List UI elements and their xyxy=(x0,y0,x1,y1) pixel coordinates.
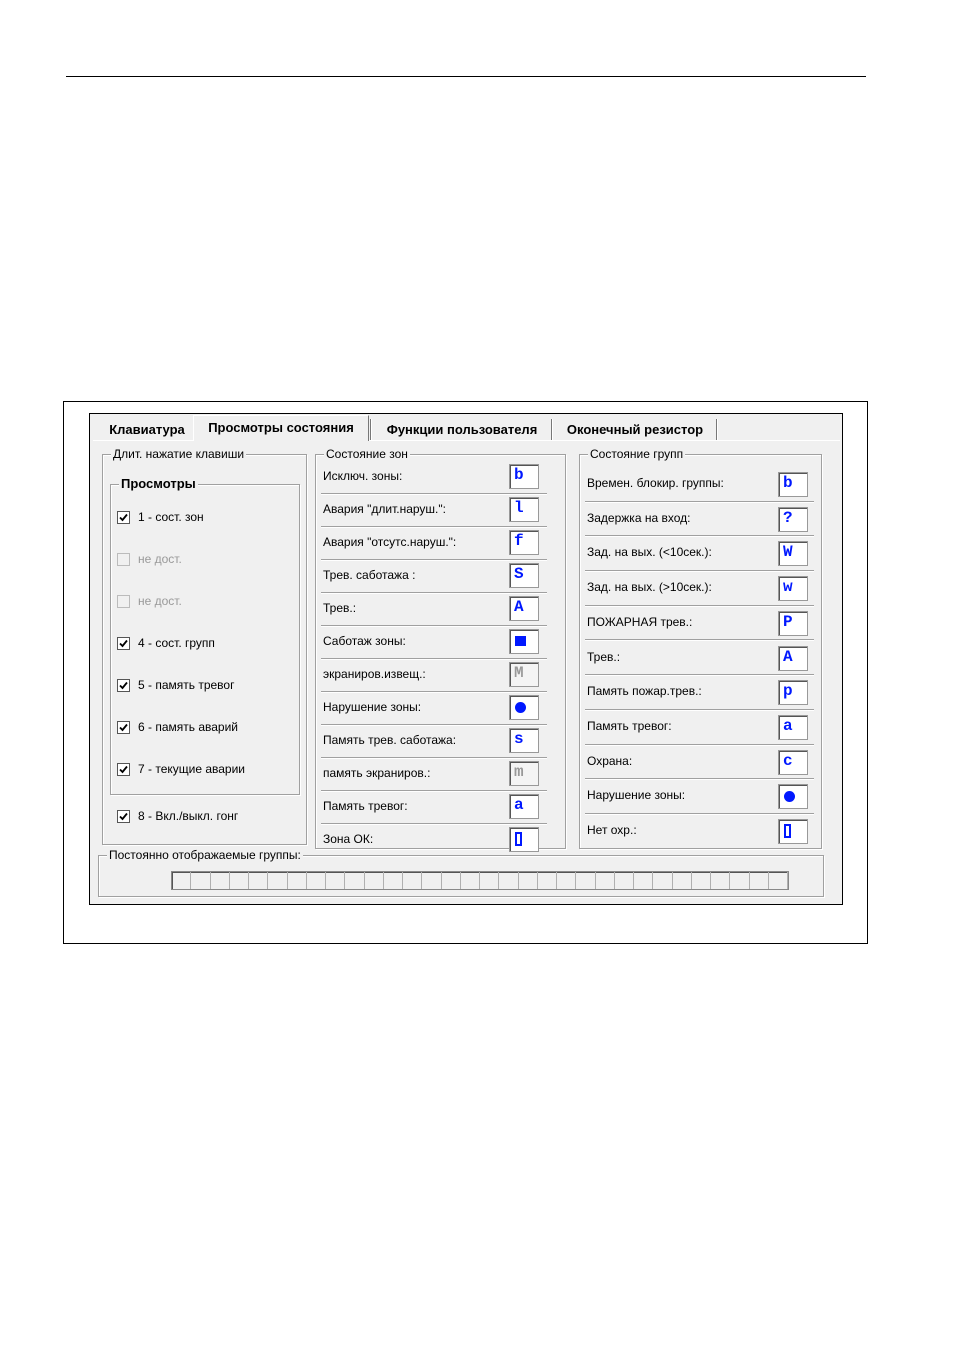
group-cell[interactable] xyxy=(480,872,499,889)
view-option-label: 7 - текущие аварии xyxy=(138,762,246,776)
symbol-row xyxy=(585,467,814,502)
symbol-char: a xyxy=(783,716,793,735)
symbol-char: f xyxy=(514,532,524,550)
symbol-row-label: Времен. блокир. группы: xyxy=(587,476,724,490)
symbol-char: s xyxy=(514,730,524,748)
symbol-row-label: Память трев. саботажа: xyxy=(323,733,457,747)
group-cell[interactable] xyxy=(499,872,518,889)
symbol-row-label: Память тревог: xyxy=(587,718,672,733)
group-cell[interactable] xyxy=(249,872,268,889)
symbol-row xyxy=(321,791,547,824)
circle-symbol-icon xyxy=(515,702,526,713)
symbol-row-label: Память тревог: xyxy=(323,799,408,813)
rect-symbol-icon xyxy=(515,832,522,846)
rect-symbol-icon xyxy=(784,824,791,838)
view-option[interactable] xyxy=(117,635,215,651)
tab-status-views[interactable]: Просмотры состояния xyxy=(193,415,369,441)
symbol-row-label: Память пожар.трев.: xyxy=(587,684,702,699)
symbol-char: b xyxy=(514,466,524,484)
symbol-char: S xyxy=(514,565,524,583)
symbol-picker[interactable] xyxy=(778,507,808,532)
tab-user-functions[interactable]: Функции пользователя xyxy=(386,422,538,437)
view-option-checkbox[interactable] xyxy=(117,511,130,524)
symbol-picker[interactable] xyxy=(778,472,808,497)
symbol-row xyxy=(585,641,814,676)
symbol-row-label: Авария "длит.наруш.": xyxy=(323,502,446,516)
view-option xyxy=(117,551,182,567)
page-top-rule xyxy=(66,76,866,77)
symbol-char: p xyxy=(783,682,793,701)
permanent-groups-title: Постоянно отображаемые группы: xyxy=(109,848,301,862)
symbol-picker[interactable] xyxy=(778,819,808,844)
check-icon xyxy=(118,512,129,523)
view-option xyxy=(117,593,182,609)
symbol-char: W xyxy=(783,543,793,562)
zone-state-group xyxy=(315,447,566,849)
view-option-label: не дост. xyxy=(138,552,182,566)
circle-symbol-icon xyxy=(784,791,795,802)
check-icon xyxy=(118,722,129,733)
group-cell[interactable] xyxy=(191,872,210,889)
symbol-row-label: память экраниров.: xyxy=(323,766,431,780)
check-icon xyxy=(118,764,129,775)
view-option-checkbox[interactable] xyxy=(117,637,130,650)
group-cell[interactable] xyxy=(750,872,769,889)
symbol-char: M xyxy=(514,664,524,682)
symbol-char: l xyxy=(514,499,524,517)
symbol-row xyxy=(321,824,547,857)
view-option-checkbox[interactable] xyxy=(117,721,130,734)
symbol-row xyxy=(585,814,814,849)
view-option[interactable] xyxy=(117,677,234,693)
symbol-picker[interactable] xyxy=(778,646,808,671)
symbol-row-label: Зад. на вых. (>10сек.): xyxy=(587,580,712,595)
group-cell[interactable] xyxy=(615,872,634,889)
symbol-picker[interactable] xyxy=(509,794,539,819)
view-option-checkbox[interactable] xyxy=(117,763,130,776)
group-cell[interactable] xyxy=(326,872,345,889)
symbol-picker[interactable] xyxy=(778,576,808,601)
symbol-row-label: Зона ОК: xyxy=(323,832,374,846)
symbol-picker[interactable] xyxy=(509,596,539,621)
symbol-row xyxy=(321,659,547,692)
symbol-char: w xyxy=(783,578,793,597)
group-state-group xyxy=(579,447,822,849)
symbol-row xyxy=(585,675,814,710)
symbol-row-label: Саботаж зоны: xyxy=(323,634,406,648)
view-option-label: 5 - память тревог xyxy=(138,678,235,692)
symbol-row-label: Нарушение зоны: xyxy=(587,788,686,803)
group-cell[interactable] xyxy=(557,872,576,889)
check-icon xyxy=(118,811,129,822)
symbol-char: A xyxy=(783,647,793,666)
group-cell[interactable] xyxy=(576,872,595,889)
symbol-char: A xyxy=(514,598,524,616)
group-cell[interactable] xyxy=(634,872,653,889)
group-cell[interactable] xyxy=(442,872,461,889)
symbol-row-label: Авария "отсутс.наруш.": xyxy=(323,535,457,549)
symbol-picker[interactable] xyxy=(509,662,539,687)
group-cell[interactable] xyxy=(345,872,364,889)
tab-separator xyxy=(370,419,372,440)
symbol-row xyxy=(321,758,547,791)
group-cell[interactable] xyxy=(692,872,711,889)
symbol-row xyxy=(585,571,814,606)
view-option-label: не дост. xyxy=(138,594,182,608)
symbol-row-label: Трев.: xyxy=(323,601,357,615)
symbol-char: c xyxy=(783,751,793,770)
group-cell[interactable] xyxy=(230,872,249,889)
symbol-picker[interactable] xyxy=(509,563,539,588)
group-cell[interactable] xyxy=(422,872,441,889)
view-option[interactable] xyxy=(117,719,238,735)
symbol-picker[interactable] xyxy=(509,530,539,555)
group-cell[interactable] xyxy=(211,872,230,889)
settings-window xyxy=(89,413,843,905)
symbol-row xyxy=(321,725,547,758)
symbol-picker[interactable] xyxy=(778,715,808,740)
group-cell[interactable] xyxy=(711,872,730,889)
chime-toggle[interactable] xyxy=(117,808,238,824)
symbol-row xyxy=(585,536,814,571)
symbol-row-label: ПОЖАРНАЯ трев.: xyxy=(587,614,693,629)
symbol-row xyxy=(585,779,814,814)
symbol-row-label: Трев. саботажа : xyxy=(323,568,416,582)
group-cell[interactable] xyxy=(172,872,191,889)
group-cell[interactable] xyxy=(461,872,480,889)
group-cell[interactable] xyxy=(538,872,557,889)
symbol-row-label: Охрана: xyxy=(587,753,633,768)
group-cell[interactable] xyxy=(307,872,326,889)
tab-end-resistor[interactable]: Оконечный резистор xyxy=(566,422,704,437)
symbol-row xyxy=(585,606,814,641)
symbol-row xyxy=(321,527,547,560)
long-press-title: Длит. нажатие клавиши xyxy=(113,447,245,461)
symbol-picker[interactable] xyxy=(509,464,539,489)
group-cell[interactable] xyxy=(403,872,422,889)
zone-state-title: Состояние зон xyxy=(326,447,408,461)
group-cell[interactable] xyxy=(769,872,788,889)
view-option-checkbox xyxy=(117,595,130,608)
symbol-row-label: Задержка на вход: xyxy=(587,510,691,525)
symbol-picker[interactable] xyxy=(509,761,539,786)
symbol-row xyxy=(321,461,547,494)
group-selector-strip[interactable] xyxy=(171,871,789,890)
group-cell[interactable] xyxy=(384,872,403,889)
symbol-row xyxy=(585,710,814,745)
symbol-char: ? xyxy=(783,508,793,527)
view-option[interactable] xyxy=(117,509,204,525)
symbol-picker[interactable] xyxy=(509,728,539,753)
symbol-row-label: Нет охр.: xyxy=(587,823,637,837)
symbol-row xyxy=(321,692,547,725)
view-option-checkbox xyxy=(117,553,130,566)
tab-separator xyxy=(551,419,553,440)
group-state-title: Состояние групп xyxy=(590,447,684,461)
permanent-groups-group xyxy=(98,848,824,897)
square-symbol-icon xyxy=(515,636,526,646)
symbol-row xyxy=(321,494,547,527)
symbol-row xyxy=(321,626,547,659)
views-title: Просмотры xyxy=(121,476,196,491)
symbol-row-label: Нарушение зоны: xyxy=(323,700,422,714)
symbol-picker[interactable] xyxy=(778,611,808,636)
symbol-row-label: экраниров.извещ.: xyxy=(323,667,426,681)
group-cell[interactable] xyxy=(365,872,384,889)
symbol-picker[interactable] xyxy=(778,750,808,775)
views-group xyxy=(110,476,300,795)
tab-keypad[interactable]: Клавиатура xyxy=(109,422,185,437)
chime-label: 8 - Вкл./выкл. гонг xyxy=(138,809,239,823)
symbol-row xyxy=(321,593,547,626)
long-press-group xyxy=(102,447,307,845)
symbol-row-label: Исключ. зоны: xyxy=(323,469,403,483)
group-cell[interactable] xyxy=(519,872,538,889)
symbol-picker[interactable] xyxy=(509,497,539,522)
symbol-char: a xyxy=(514,796,524,814)
view-option[interactable] xyxy=(117,761,245,777)
symbol-picker[interactable] xyxy=(778,784,808,809)
view-option-checkbox[interactable] xyxy=(117,679,130,692)
symbol-picker[interactable] xyxy=(509,629,539,654)
symbol-char: b xyxy=(783,474,793,492)
symbol-picker[interactable] xyxy=(509,827,539,852)
symbol-row xyxy=(321,560,547,593)
group-cell[interactable] xyxy=(653,872,672,889)
symbol-char: P xyxy=(783,612,793,631)
view-option-label: 4 - сост. групп xyxy=(138,636,215,650)
group-cell[interactable] xyxy=(730,872,749,889)
check-icon xyxy=(118,680,129,691)
check-icon xyxy=(118,638,129,649)
symbol-picker[interactable] xyxy=(778,541,808,566)
symbol-row xyxy=(585,745,814,780)
view-option-label: 1 - сост. зон xyxy=(138,510,204,524)
chime-checkbox[interactable] xyxy=(117,810,130,823)
symbol-row-label: Трев.: xyxy=(587,649,621,664)
group-cell[interactable] xyxy=(268,872,287,889)
symbol-char: m xyxy=(514,763,524,781)
group-cell[interactable] xyxy=(596,872,615,889)
symbol-row xyxy=(585,502,814,537)
group-cell[interactable] xyxy=(288,872,307,889)
group-cell[interactable] xyxy=(673,872,692,889)
symbol-picker[interactable] xyxy=(509,695,539,720)
view-option-label: 6 - память аварий xyxy=(138,720,239,734)
symbol-row-label: Зад. на вых. (<10сек.): xyxy=(587,545,712,560)
tab-separator xyxy=(716,419,718,440)
symbol-picker[interactable] xyxy=(778,680,808,705)
